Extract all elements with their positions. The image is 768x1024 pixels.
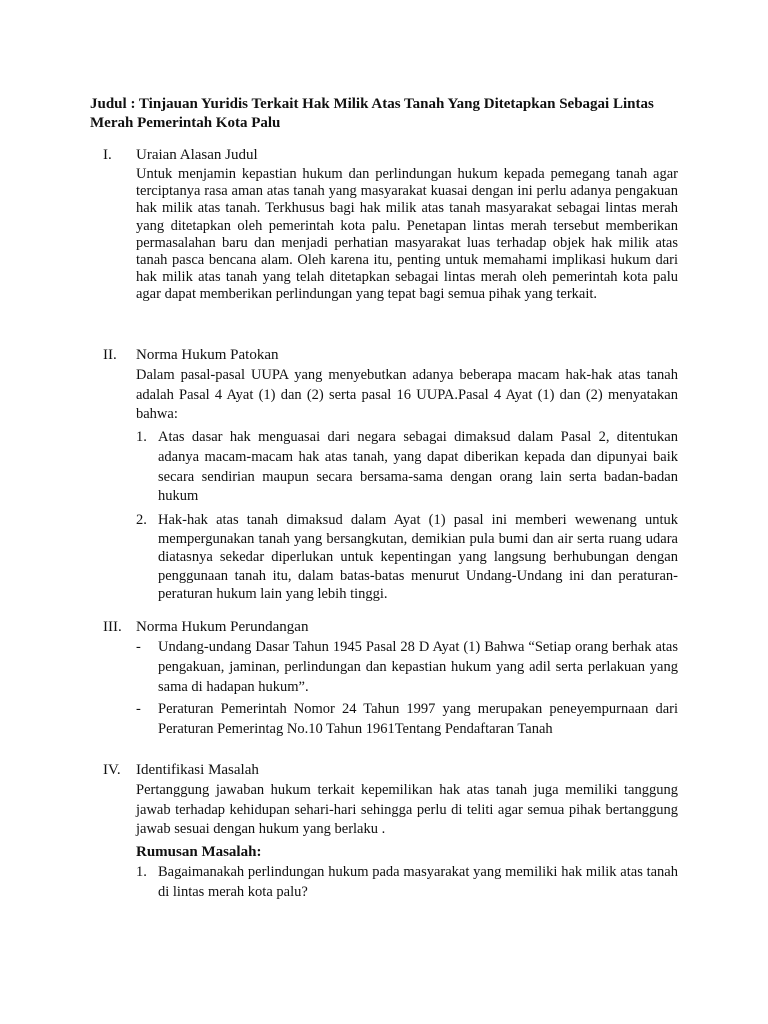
section-numeral: III. <box>103 619 122 635</box>
section-paragraph: Pertanggung jawaban hukum terkait kepemilikan hak atas tanah juga memiliki tanggung jawab terhadap kehidupan sehari-hari sehingga perlu di teliti agar semua pihak bertanggung jawab sesuai dengan hukum yang berlaku . <box>136 782 678 837</box>
sub-heading: Rumusan Masalah: <box>136 844 262 860</box>
list-item-text: Bagaimanakah perlindungan hukum pada masyarakat yang memiliki hak milik atas tanah di lintas merah kota palu? <box>158 864 678 900</box>
section-paragraph: Untuk menjamin kepastian hukum dan perlindungan hukum kepada pemegang tanah agar terciptanya rasa aman atas tanah yang masyarakat kuasai dengan ini perlu adanya pengakuan hak milik atas tanah. Terkhusus bagi hak milik atas tanah masyarakat sebagai lintas merah yang ditetapkan oleh pemerintah kota palu. Penetapan lintas merah tersebut memberikan permasalahan baru dan menjadi perhatian masyarakat luas terhadap objek hak milik atas tanah pasca bencana alam. Oleh karena itu, penting untuk memahami implikasi hukum dari hak milik atas tanah yang telah ditetapkan sebagai lintas merah oleh pemerintah kota palu agar dapat memberikan perlindungan yang tepat bagi semua pihak yang terkait. <box>136 166 678 303</box>
section-numeral: I. <box>103 147 112 163</box>
list-item-text: Undang-undang Dasar Tahun 1945 Pasal 28 D Ayat (1) Bahwa “Setiap orang berhak atas pengakuan, jaminan, perlindungan dan kepastian hukum yang adil serta perlakuan yang sama di hadapan hukum”. <box>158 639 678 695</box>
list-item-text: Atas dasar hak menguasai dari negara sebagai dimaksud dalam Pasal 2, ditentukan adanya macam-macam hak atas tanah, yang dapat diberikan kepada dan dipunyai baik secara sendirian maupun secara bersama-sama dengan orang lain serta badan-badan hukum <box>158 429 678 505</box>
section-numeral: II. <box>103 347 117 363</box>
section-heading: Identifikasi Masalah <box>136 762 259 778</box>
list-marker: - <box>136 639 141 655</box>
list-marker: - <box>136 701 141 717</box>
section-numeral: IV. <box>103 762 121 778</box>
list-item-text: Peraturan Pemerintah Nomor 24 Tahun 1997 yang merupakan peneyempurnaan dari Peraturan Pemerintag No.10 Tahun 1961Tentang Pendaftaran Tanah <box>158 701 678 737</box>
list-marker: 1. <box>136 864 147 880</box>
list-item-text: Hak-hak atas tanah dimaksud dalam Ayat (1) pasal ini memberi wewenang untuk mempergunakan tanah yang bersangkutan, demikian pula bumi dan air serta ruang udara diatasnya sekedar diperlukan untuk kepentingan yang langsung berhubungan dengan penggunaan tanah itu, dalam batas-batas menurut Undang-Undang ini dan peraturan-peraturan hukum lain yang lebih tinggi. <box>158 512 678 603</box>
section-paragraph: Dalam pasal-pasal UUPA yang menyebutkan adanya beberapa macam hak-hak atas tanah adalah Pasal 4 Ayat (1) dan (2) serta pasal 16 UUPA.Pasal 4 Ayat (1) dan (2) menyatakan bahwa: <box>136 367 678 422</box>
list-marker: 1. <box>136 429 147 445</box>
section-heading: Norma Hukum Perundangan <box>136 619 309 635</box>
section-heading: Uraian Alasan Judul <box>136 147 258 163</box>
list-marker: 2. <box>136 512 147 528</box>
document-title: Judul : Tinjauan Yuridis Terkait Hak Milik Atas Tanah Yang Ditetapkan Sebagai Lintas Merah Pemerintah Kota Palu <box>90 96 654 131</box>
section-heading: Norma Hukum Patokan <box>136 347 279 363</box>
